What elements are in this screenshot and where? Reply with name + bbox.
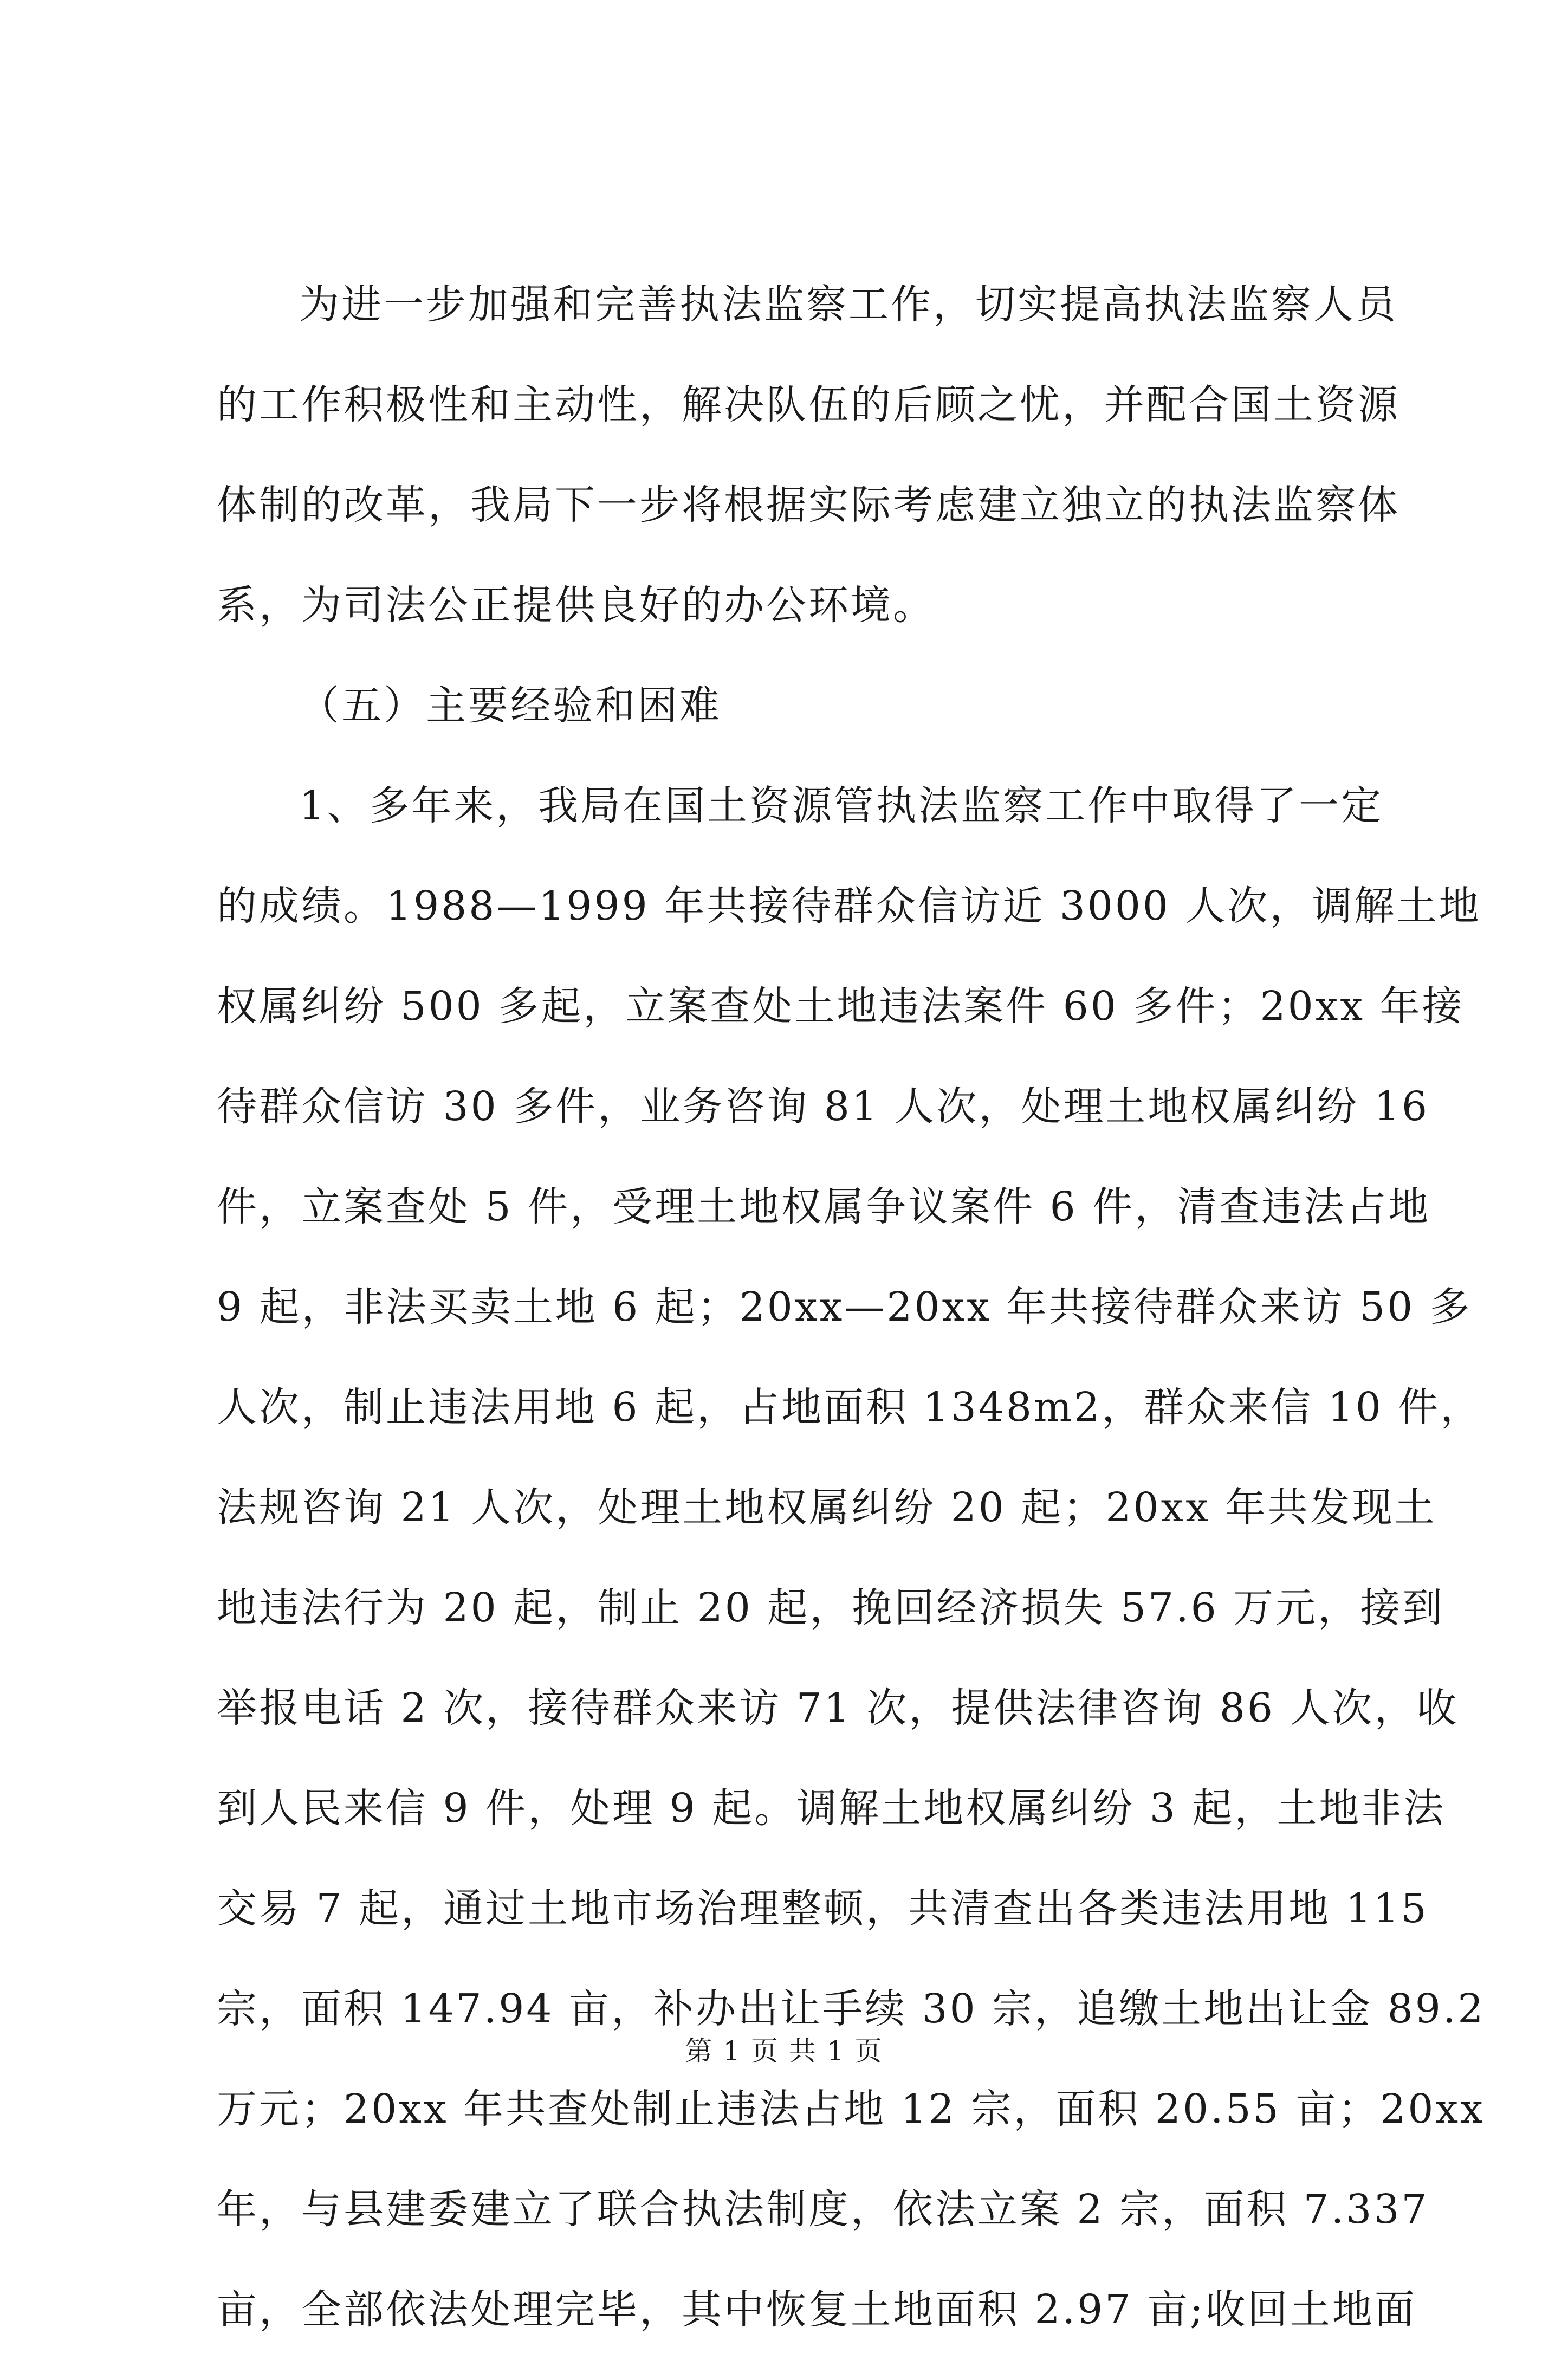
paragraph-2-line: 件，立案查处 5 件，受理土地权属争议案件 6 件，清查违法占地	[217, 1184, 1431, 1230]
paragraph-2-line: 法规咨询 21 人次，处理土地权属纠纷 20 起；20xx 年共发现土	[217, 1484, 1437, 1531]
paragraph-2-line: 万元；20xx 年共查处制止违法占地 12 宗，面积 20.55 亩；20xx	[217, 2086, 1485, 2132]
paragraph-2-line: 举报电话 2 次，接待群众来访 71 次，提供法律咨询 86 人次，收	[217, 1685, 1459, 1731]
page-footer: 第 1 页 共 1 页	[685, 2035, 883, 2067]
paragraph-2-line: 9 起，非法买卖土地 6 起；20xx—20xx 年共接待群众来访 50 多	[217, 1284, 1472, 1330]
paragraph-1-line: 体制的改革，我局下一步将根据实际考虑建立独立的执法监察体	[217, 482, 1400, 528]
paragraph-2-line: 年，与县建委建立了联合执法制度，依法立案 2 宗，面积 7.337	[217, 2186, 1429, 2233]
paragraph-2-line: 亩，全部依法处理完毕，其中恢复土地面积 2.97 亩;收回土地面	[217, 2286, 1417, 2333]
section-heading: （五）主要经验和困难	[299, 682, 722, 729]
paragraph-2-line: 宗，面积 147.94 亩，补办出让手续 30 宗，追缴土地出让金 89.2	[217, 1986, 1486, 2032]
paragraph-1-line: 为进一步加强和完善执法监察工作，切实提高执法监察人员	[299, 281, 1398, 328]
paragraph-2-line: 到人民来信 9 件，处理 9 起。调解土地权属纠纷 3 起，土地非法	[217, 1785, 1446, 1832]
paragraph-1-line: 系，为司法公正提供良好的办公环境。	[217, 582, 935, 629]
paragraph-2-line: 1、多年来，我局在国土资源管执法监察工作中取得了一定	[299, 783, 1384, 829]
paragraph-2-line: 权属纠纷 500 多起，立案查处土地违法案件 60 多件；20xx 年接	[217, 983, 1465, 1030]
paragraph-2-line: 的成绩。1988—1999 年共接待群众信访近 3000 人次，调解土地	[217, 883, 1481, 929]
paragraph-2-line: 人次，制止违法用地 6 起，占地面积 1348m2，群众来信 10 件，	[217, 1384, 1483, 1431]
paragraph-2-line: 地违法行为 20 起，制止 20 起，挽回经济损失 57.6 万元，接到	[217, 1585, 1445, 1631]
paragraph-2-line: 待群众信访 30 多件，业务咨询 81 人次，处理土地权属纠纷 16	[217, 1083, 1430, 1130]
paragraph-2-line: 交易 7 起，通过土地市场治理整顿，共清查出各类违法用地 115	[217, 1885, 1429, 1932]
paragraph-1-line: 的工作积极性和主动性，解决队伍的后顾之忧，并配合国土资源	[217, 382, 1400, 428]
